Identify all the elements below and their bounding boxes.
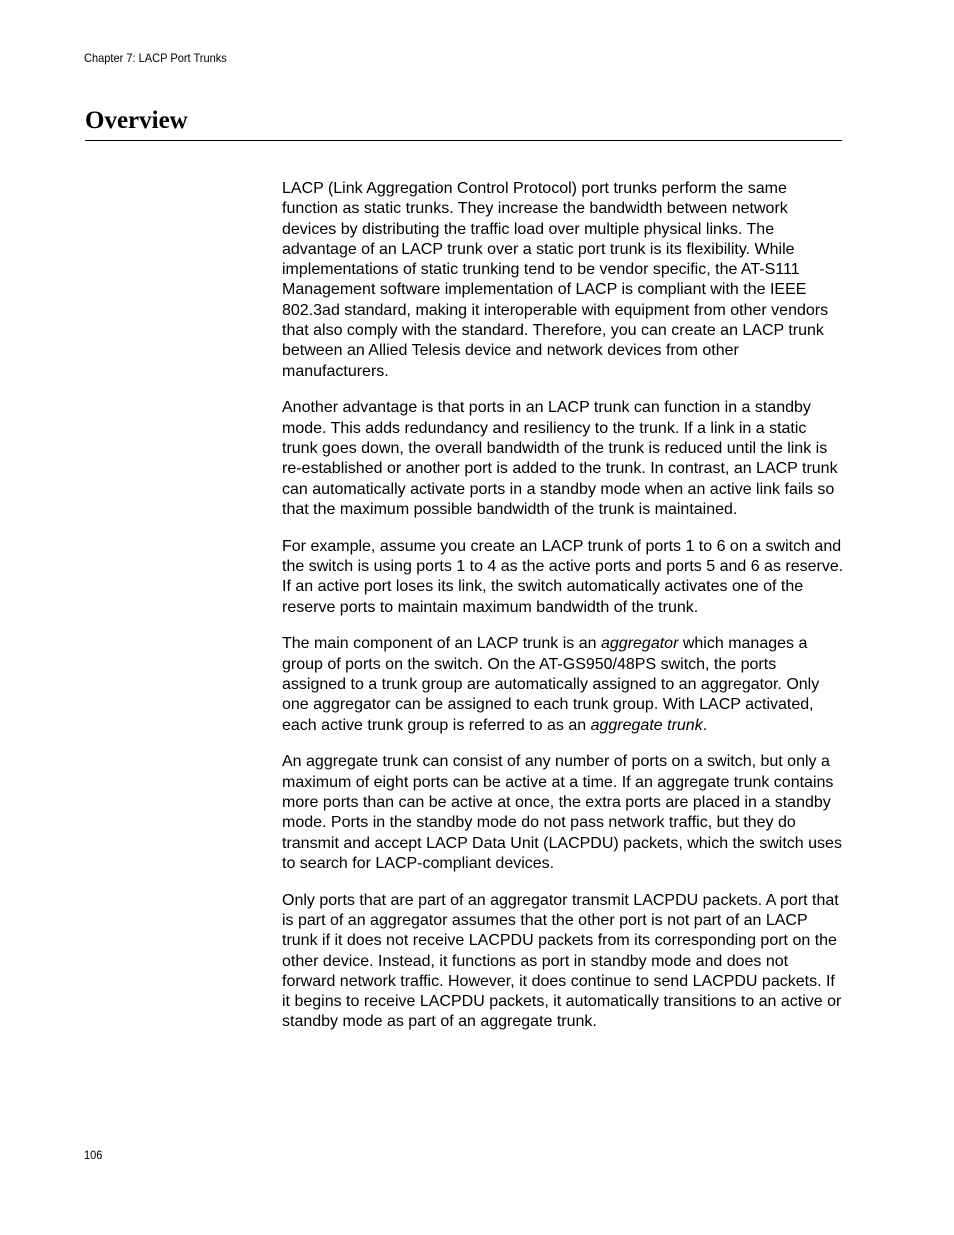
paragraph-lacpdu: Only ports that are part of an aggregator transmit LACPDU packets. A port that is part of an aggregator assumes that the other port is not part of an LACP trunk if it does not receive LACPDU packets from its corresponding port on the other device. Instead, it functions as port in standby mode and does not forward network traffic. However, it does continue to send LACPDU packets. If it begins to receive LACPDU packets, it automatically transitions to an active or standby mode as part of an aggregate trunk. bbox=[282, 891, 842, 1031]
running-header: Chapter 7: LACP Port Trunks bbox=[84, 51, 227, 65]
paragraph-example: For example, assume you create an LACP trunk of ports 1 to 6 on a switch and the switch is using ports 1 to 4 as the active ports and ports 5 and 6 as reserve. If an active port loses its link, the switch automatically activates one of the reserve ports to maintain maximum bandwidth of the trunk. bbox=[282, 537, 844, 616]
aggregator-term: aggregator bbox=[601, 635, 679, 653]
title-rule bbox=[85, 140, 842, 141]
aggregator-text-1: The main component of an LACP trunk is an bbox=[282, 635, 601, 653]
body-text bbox=[282, 179, 844, 1049]
paragraph-standby-advantage: Another advantage is that ports in an LACP trunk can function in a standby mode. This adds redundancy and resiliency to the trunk. If a link in a static trunk goes down, the overall bandwidth of the trunk is reduced until the link is re-established or another port is added to the trunk. In contrast, an LACP trunk can automatically activate ports in a standby mode when an active link fails so that the maximum possible bandwidth of the trunk is maintained. bbox=[282, 399, 838, 518]
paragraph-aggregator bbox=[282, 634, 844, 735]
page-number: 106 bbox=[84, 1148, 103, 1162]
section-title: Overview bbox=[85, 107, 188, 134]
paragraph-port-limit: An aggregate trunk can consist of any number of ports on a switch, but only a maximum of eight ports can be active at a time. If an aggregate trunk contains more ports than can be active at once, the extra ports are placed in a standby mode. Ports in the standby mode do not pass network traffic, but they do transmit and accept LACP Data Unit (LACPDU) packets, which the switch uses to search for LACP-compliant devices. bbox=[282, 753, 842, 872]
paragraph-lacp-intro: LACP (Link Aggregation Control Protocol) port trunks perform the same function as static trunks. They increase the bandwidth between network devices by distributing the traffic load over multiple physical links. The advantage of an LACP trunk over a static port trunk is its flexibility. While implementations of static trunking tend to be vendor specific, the AT-S111 Management software implementation of LACP is compliant with the IEEE 802.3ad standard, making it interoperable with equipment from other vendors that also comply with the standard. Therefore, you can create an LACP trunk between an Allied Telesis device and network devices from other manufacturers. bbox=[282, 180, 829, 380]
aggregator-text-2: which manages a group of ports on the switch. On the AT-GS950/48PS switch, the ports assigned to a trunk group are automatically assigned to an aggregator. Only one aggregator can be assigned to each trunk group. With LACP activated, each active trunk group is referred to as an bbox=[282, 635, 820, 734]
aggregate-trunk-term: aggregate trunk bbox=[590, 716, 703, 734]
aggregator-text-3: . bbox=[702, 716, 708, 734]
